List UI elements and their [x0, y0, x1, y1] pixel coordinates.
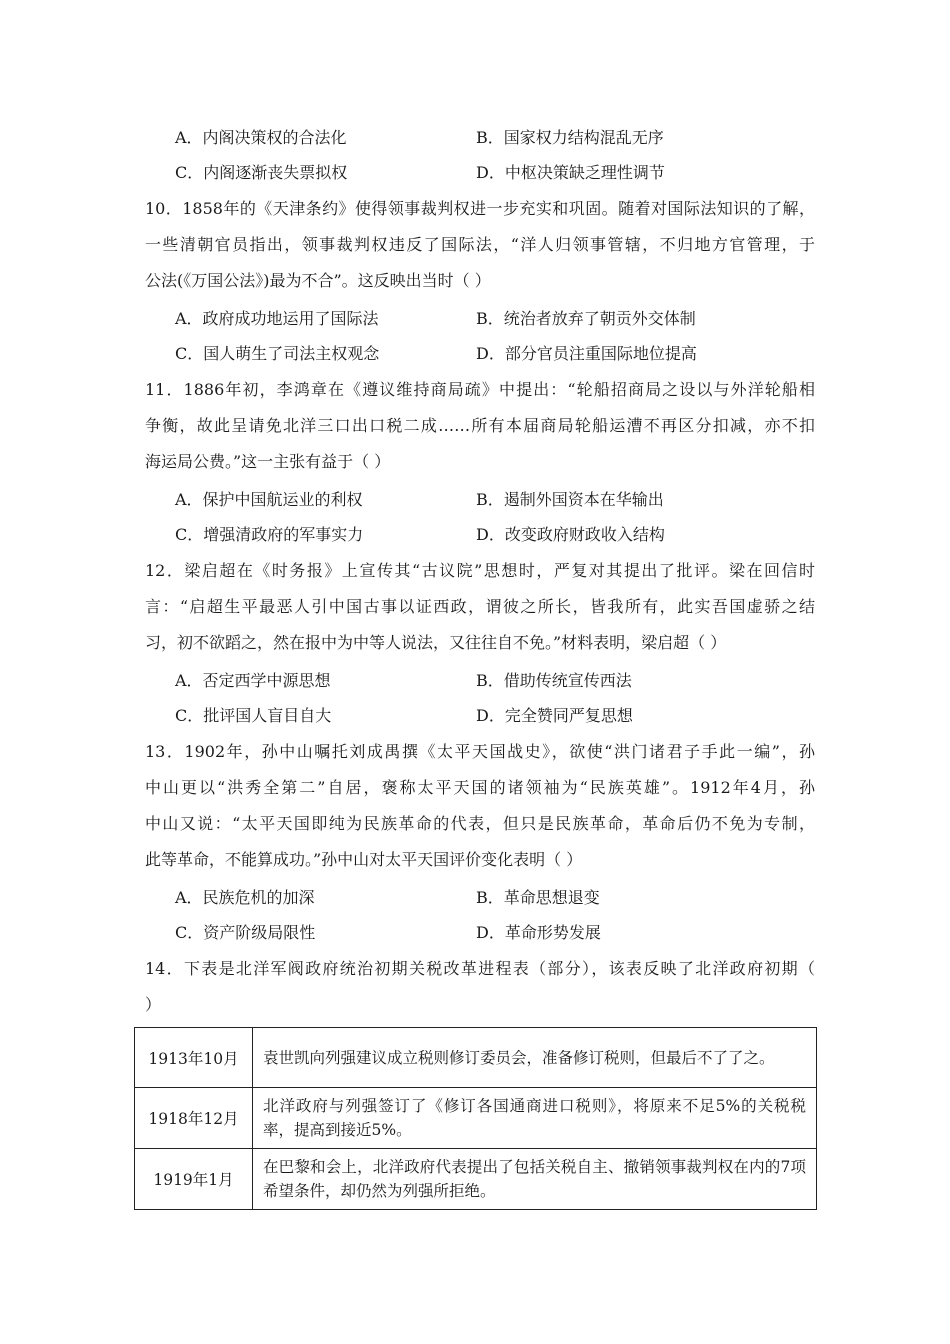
q14-stem-line-1: 14．下表是北洋军阀政府统治初期关税改革进程表（部分），该表反映了北洋政府初期（ [145, 959, 815, 978]
q13-options-row-1 [0, 881, 950, 915]
q11-option-b[interactable]: B．遏制外国资本在华输出 [476, 490, 664, 509]
q10-option-a[interactable]: A．政府成功地运用了国际法 [175, 309, 379, 328]
q10-option-d[interactable]: D．部分官员注重国际地位提高 [476, 344, 697, 363]
q11-options-row-2 [0, 518, 950, 552]
q11-option-d[interactable]: D．改变政府财政收入结构 [476, 525, 665, 544]
table-row [135, 1088, 817, 1149]
q11-option-a[interactable]: A．保护中国航运业的利权 [175, 490, 363, 509]
q14-stem-line-2: ） [145, 995, 162, 1014]
q10-stem-line-2: 一些清朝官员指出，领事裁判权违反了国际法，“洋人归领事管辖，不归地方官管理，于 [145, 235, 815, 254]
q9-option-c[interactable]: C．内阁逐渐丧失票拟权 [175, 163, 348, 182]
q12-option-b[interactable]: B．借助传统宣传西法 [476, 671, 632, 690]
q9-option-d[interactable]: D．中枢决策缺乏理性调节 [476, 163, 665, 182]
q11-stem-line-2: 争衡，故此呈请免北洋三口出口税二成……所有本届商局轮船运漕不再区分扣减，亦不扣 [145, 416, 815, 435]
q13-option-a[interactable]: A．民族危机的加深 [175, 888, 315, 907]
q12-options-row-2 [0, 699, 950, 733]
q10-options-row-2 [0, 337, 950, 371]
q13-option-b[interactable]: B．革命思想退变 [476, 888, 600, 907]
q10-stem-line-3: 公法(《万国公法》)最为不合”。这反映出当时（ ） [145, 271, 491, 290]
q12-stem-line-2: 言：“启超生平最恶人引中国古事以证西政，谓彼之所长，皆我所有，此实吾国虚骄之结 [145, 597, 815, 616]
q10-option-b[interactable]: B．统治者放弃了朝贡外交体制 [476, 309, 696, 328]
q13-options-row-2 [0, 916, 950, 950]
q9-option-b[interactable]: B．国家权力结构混乱无序 [476, 128, 664, 147]
q13-stem-line-4: 此等革命，不能算成功。”孙中山对太平天国评价变化表明（ ） [145, 850, 583, 869]
q11-stem-line-3: 海运局公费。”这一主张有益于（ ） [145, 452, 391, 471]
q12-options-row-1 [0, 664, 950, 698]
q11-option-c[interactable]: C．增强清政府的军事实力 [175, 525, 364, 544]
tariff-reform-table [134, 1027, 817, 1210]
table-cell-date: 1913年10月 [135, 1028, 253, 1088]
table-row [135, 1028, 817, 1088]
table-cell-event: 袁世凯向列强建议成立税则修订委员会，准备修订税则，但最后不了了之。 [253, 1028, 817, 1088]
table-cell-event: 在巴黎和会上，北洋政府代表提出了包括关税自主、撤销领事裁判权在内的7项希望条件，却仍然为列强所拒绝。 [253, 1149, 817, 1210]
q13-stem-line-2: 中山更以“洪秀全第二”自居，褒称太平天国的诸领袖为“民族英雄”。1912年4月，孙 [145, 778, 815, 797]
q9-options-row-2 [0, 156, 950, 190]
q10-stem-line-1: 10．1858年的《天津条约》使得领事裁判权进一步充实和巩固。随着对国际法知识的了解， [145, 199, 815, 218]
q13-stem-line-3: 中山又说：“太平天国即纯为民族革命的代表，但只是民族革命，革命后仍不免为专制， [145, 814, 815, 833]
table-cell-event: 北洋政府与列强签订了《修订各国通商进口税则》，将原来不足5%的关税税率，提高到接近5%。 [253, 1088, 817, 1149]
q12-option-a[interactable]: A．否定西学中源思想 [175, 671, 331, 690]
q12-option-d[interactable]: D．完全赞同严复思想 [476, 706, 633, 725]
q12-option-c[interactable]: C．批评国人盲目自大 [175, 706, 332, 725]
q10-option-c[interactable]: C．国人萌生了司法主权观念 [175, 344, 380, 363]
q13-option-c[interactable]: C．资产阶级局限性 [175, 923, 316, 942]
q9-options-row-1 [0, 121, 950, 155]
q13-option-d[interactable]: D．革命形势发展 [476, 923, 601, 942]
table-row [135, 1149, 817, 1210]
q12-stem-line-1: 12．梁启超在《时务报》上宣传其“古议院”思想时，严复对其提出了批评。梁在回信时 [145, 561, 815, 580]
q11-stem-line-1: 11．1886年初，李鸿章在《遵议维持商局疏》中提出：“轮船招商局之设以与外洋轮船相 [145, 380, 815, 399]
q11-options-row-1 [0, 483, 950, 517]
table-cell-date: 1918年12月 [135, 1088, 253, 1149]
q9-option-a[interactable]: A．内阁决策权的合法化 [175, 128, 347, 147]
q13-stem-line-1: 13．1902年，孙中山嘱托刘成禺撰《太平天国战史》，欲使“洪门诸君子手此一编”，孙 [145, 742, 815, 761]
q10-options-row-1 [0, 302, 950, 336]
q12-stem-line-3: 习，初不欲蹈之，然在报中为中等人说法，又往往自不免。”材料表明，梁启超（ ） [145, 633, 727, 652]
table-cell-date: 1919年1月 [135, 1149, 253, 1210]
